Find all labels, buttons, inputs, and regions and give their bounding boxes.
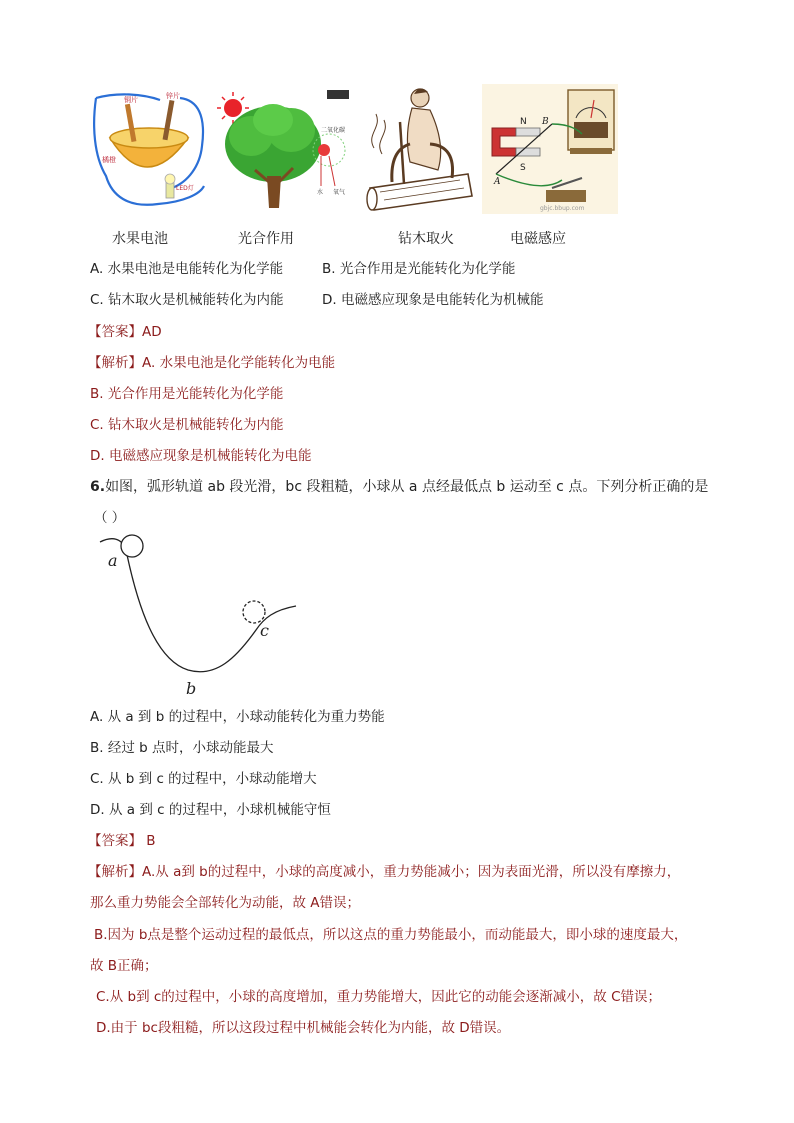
q6-option-d: D. 从 a 到 c 的过程中，小球机械能守恒 <box>90 802 331 818</box>
electromagnetic-induction-image <box>482 84 618 214</box>
q6-stem-text: 如图，弧形轨道 ab 段光滑，bc 段粗糙，小球从 a 点经最低点 b 运动至 c 点。下列分析正确的是 <box>105 479 709 495</box>
q5-option-b: B. 光合作用是光能转化为化学能 <box>322 261 516 277</box>
svg-text:A: A <box>494 177 501 187</box>
svg-text:锌片: 锌片 <box>166 92 180 100</box>
label-b: b <box>186 679 197 698</box>
q5-option-a: A. 水果电池是电能转化为化学能 <box>90 261 284 277</box>
photosynthesis-tree-icon <box>211 86 351 214</box>
svg-text:gbjc.bbup.com: gbjc.bbup.com <box>540 205 585 212</box>
drill-wood-fire-image <box>360 84 478 214</box>
q6-option-c: C. 从 b 到 c 的过程中，小球动能增大 <box>90 771 317 787</box>
svg-text:二氧化碳: 二氧化碳 <box>321 127 346 134</box>
svg-text:橘橙: 橘橙 <box>102 156 116 164</box>
ball-at-a <box>121 535 143 557</box>
label-c: c <box>260 621 269 640</box>
q6-analysis-line-4: 故 B正确； <box>90 958 158 974</box>
q6-stem <box>90 478 708 496</box>
track-figure <box>96 528 306 700</box>
q5-analysis-b: B. 光合作用是光能转化为化学能 <box>90 386 284 402</box>
q5-analysis-c: C. 钻木取火是机械能转化为内能 <box>90 417 284 433</box>
q6-analysis-line-1 <box>88 863 680 881</box>
drill-wood-fire-icon <box>360 84 478 214</box>
q6-option-b: B. 经过 b 点时，小球动能最大 <box>90 740 274 756</box>
caption-fruit-battery: 水果电池 <box>112 231 168 247</box>
q6-analysis-line-3: B.因为 b点是整个运动过程的最低点，所以这点的重力势能最小，而动能最大，即小球的速度最大， <box>94 927 688 943</box>
q6-option-a: A. 从 a 到 b 的过程中，小球动能转化为重力势能 <box>90 709 385 725</box>
q6-answer <box>88 832 156 850</box>
photosynthesis-image <box>211 86 351 214</box>
svg-text:N: N <box>520 117 527 127</box>
q5-option-d: D. 电磁感应现象是电能转化为机械能 <box>322 292 544 308</box>
track-curve <box>100 539 296 672</box>
q5-analysis-line: A. 水果电池是化学能转化为电能 <box>142 355 336 371</box>
q6-analysis-tag: 【解析】 <box>88 864 142 880</box>
q6-bracket: （ ） <box>94 510 126 526</box>
q5-answer <box>88 323 162 341</box>
curved-track-diagram <box>96 528 306 700</box>
q5-option-c: C. 钻木取火是机械能转化为内能 <box>90 292 284 308</box>
q5-analysis-a <box>88 354 335 372</box>
q6-analysis-line-5: C.从 b到 c的过程中，小球的高度增加，重力势能增大，因此它的动能会逐渐减小，故 C错误； <box>96 989 662 1005</box>
q5-analysis-d: D. 电磁感应现象是机械能转化为电能 <box>90 448 312 464</box>
q5-analysis-tag: 【解析】 <box>88 355 142 371</box>
caption-drill-wood-fire: 钻木取火 <box>398 231 454 247</box>
q6-analysis-text: A.从 a到 b的过程中，小球的高度减小，重力势能减小；因为表面光滑，所以没有摩擦力， <box>142 864 681 880</box>
svg-text:铜片: 铜片 <box>124 96 138 104</box>
svg-text:LED灯: LED灯 <box>176 185 194 192</box>
q6-answer-value: B <box>142 833 156 849</box>
svg-text:B: B <box>542 117 549 127</box>
caption-photosynthesis: 光合作用 <box>238 231 294 247</box>
q6-answer-tag: 【答案】 <box>88 833 142 849</box>
svg-text:水: 水 <box>317 189 324 196</box>
electromagnetic-induction-icon <box>482 84 618 214</box>
label-a: a <box>108 551 118 570</box>
svg-text:氧气: 氧气 <box>333 189 346 196</box>
q6-number: 6. <box>90 479 106 495</box>
fruit-battery-icon <box>88 86 208 214</box>
caption-electromagnetic: 电磁感应 <box>510 231 566 247</box>
q6-analysis-line-6: D.由于 bc段粗糙，所以这段过程中机械能会转化为内能，故 D错误。 <box>96 1020 511 1036</box>
svg-text:S: S <box>520 163 526 173</box>
q5-answer-value: AD <box>142 324 162 340</box>
ball-at-c <box>243 601 265 623</box>
q5-answer-tag: 【答案】 <box>88 324 142 340</box>
q6-analysis-line-2: 那么重力势能会全部转化为动能，故 A错误； <box>90 895 361 911</box>
fruit-battery-image <box>88 86 208 214</box>
